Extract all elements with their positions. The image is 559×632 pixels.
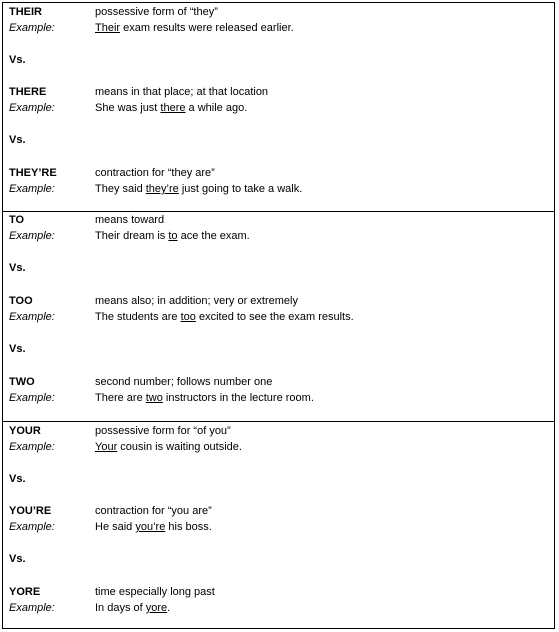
vs-label: Vs. bbox=[9, 134, 26, 146]
vs-label: Vs. bbox=[9, 553, 26, 565]
underlined-word: yore bbox=[145, 602, 168, 614]
entry-two bbox=[3, 374, 554, 390]
underlined-word: there bbox=[160, 102, 186, 114]
example-text: In days of yore. bbox=[95, 602, 171, 614]
example-label: Example: bbox=[9, 521, 55, 533]
example-label: Example: bbox=[9, 183, 55, 195]
entry-to bbox=[3, 212, 554, 228]
entry-yore bbox=[3, 584, 554, 600]
example-label: Example: bbox=[9, 102, 55, 114]
example-label: Example: bbox=[9, 311, 55, 323]
entry-there bbox=[3, 84, 554, 100]
example-text: There are two instructors in the lecture room. bbox=[95, 392, 314, 404]
example-text: The students are too excited to see the exam results. bbox=[95, 311, 354, 323]
underlined-word: you’re bbox=[135, 521, 166, 533]
definition: possessive form of “they” bbox=[95, 6, 218, 18]
underlined-word: Your bbox=[95, 441, 118, 453]
example-row bbox=[3, 519, 554, 535]
entry-theyre bbox=[3, 165, 554, 181]
underlined-word: too bbox=[180, 311, 196, 323]
vs-label: Vs. bbox=[9, 343, 26, 355]
word: THEIR bbox=[9, 6, 42, 18]
section-their-there-theyre bbox=[3, 3, 554, 211]
entry-their bbox=[3, 4, 554, 20]
definition: contraction for “you are” bbox=[95, 505, 212, 517]
underlined-word: to bbox=[168, 230, 178, 242]
definition: second number; follows number one bbox=[95, 376, 273, 388]
example-label: Example: bbox=[9, 441, 55, 453]
example-text: He said you’re his boss. bbox=[95, 521, 212, 533]
word: THERE bbox=[9, 86, 47, 98]
example-row bbox=[3, 309, 554, 325]
entry-your bbox=[3, 423, 554, 439]
example-row bbox=[3, 600, 554, 616]
example-row bbox=[3, 181, 554, 197]
example-text: She was just there a while ago. bbox=[95, 102, 248, 114]
entry-too bbox=[3, 293, 554, 309]
example-row bbox=[3, 390, 554, 406]
underlined-word: Their bbox=[95, 22, 121, 34]
word: TWO bbox=[9, 376, 35, 388]
example-row bbox=[3, 100, 554, 116]
example-label: Example: bbox=[9, 392, 55, 404]
entry-youre bbox=[3, 503, 554, 519]
definition: contraction for “they are” bbox=[95, 167, 215, 179]
word: TO bbox=[9, 214, 25, 226]
example-row bbox=[3, 228, 554, 244]
example-label: Example: bbox=[9, 230, 55, 242]
definition: means also; in addition; very or extremely bbox=[95, 295, 298, 307]
example-text: Your cousin is waiting outside. bbox=[95, 441, 242, 453]
word: YORE bbox=[9, 586, 41, 598]
word: YOUR bbox=[9, 425, 41, 437]
example-row bbox=[3, 20, 554, 36]
definition: possessive form for “of you” bbox=[95, 425, 231, 437]
section-your-youre-yore bbox=[3, 421, 554, 629]
word: YOU’RE bbox=[9, 505, 52, 517]
underlined-word: two bbox=[145, 392, 163, 404]
example-text: Their dream is to ace the exam. bbox=[95, 230, 250, 242]
section-to-too-two bbox=[3, 211, 554, 422]
vs-label: Vs. bbox=[9, 54, 26, 66]
example-label: Example: bbox=[9, 22, 55, 34]
word: THEY’RE bbox=[9, 167, 57, 179]
homophones-table bbox=[2, 2, 555, 629]
vs-label: Vs. bbox=[9, 473, 26, 485]
definition: means in that place; at that location bbox=[95, 86, 269, 98]
underlined-word: they’re bbox=[145, 183, 179, 195]
definition: means toward bbox=[95, 214, 165, 226]
example-text: Their exam results were released earlier. bbox=[95, 22, 294, 34]
vs-label: Vs. bbox=[9, 262, 26, 274]
example-row bbox=[3, 439, 554, 455]
example-label: Example: bbox=[9, 602, 55, 614]
word: TOO bbox=[9, 295, 33, 307]
example-text: They said they’re just going to take a walk. bbox=[95, 183, 303, 195]
definition: time especially long past bbox=[95, 586, 215, 598]
